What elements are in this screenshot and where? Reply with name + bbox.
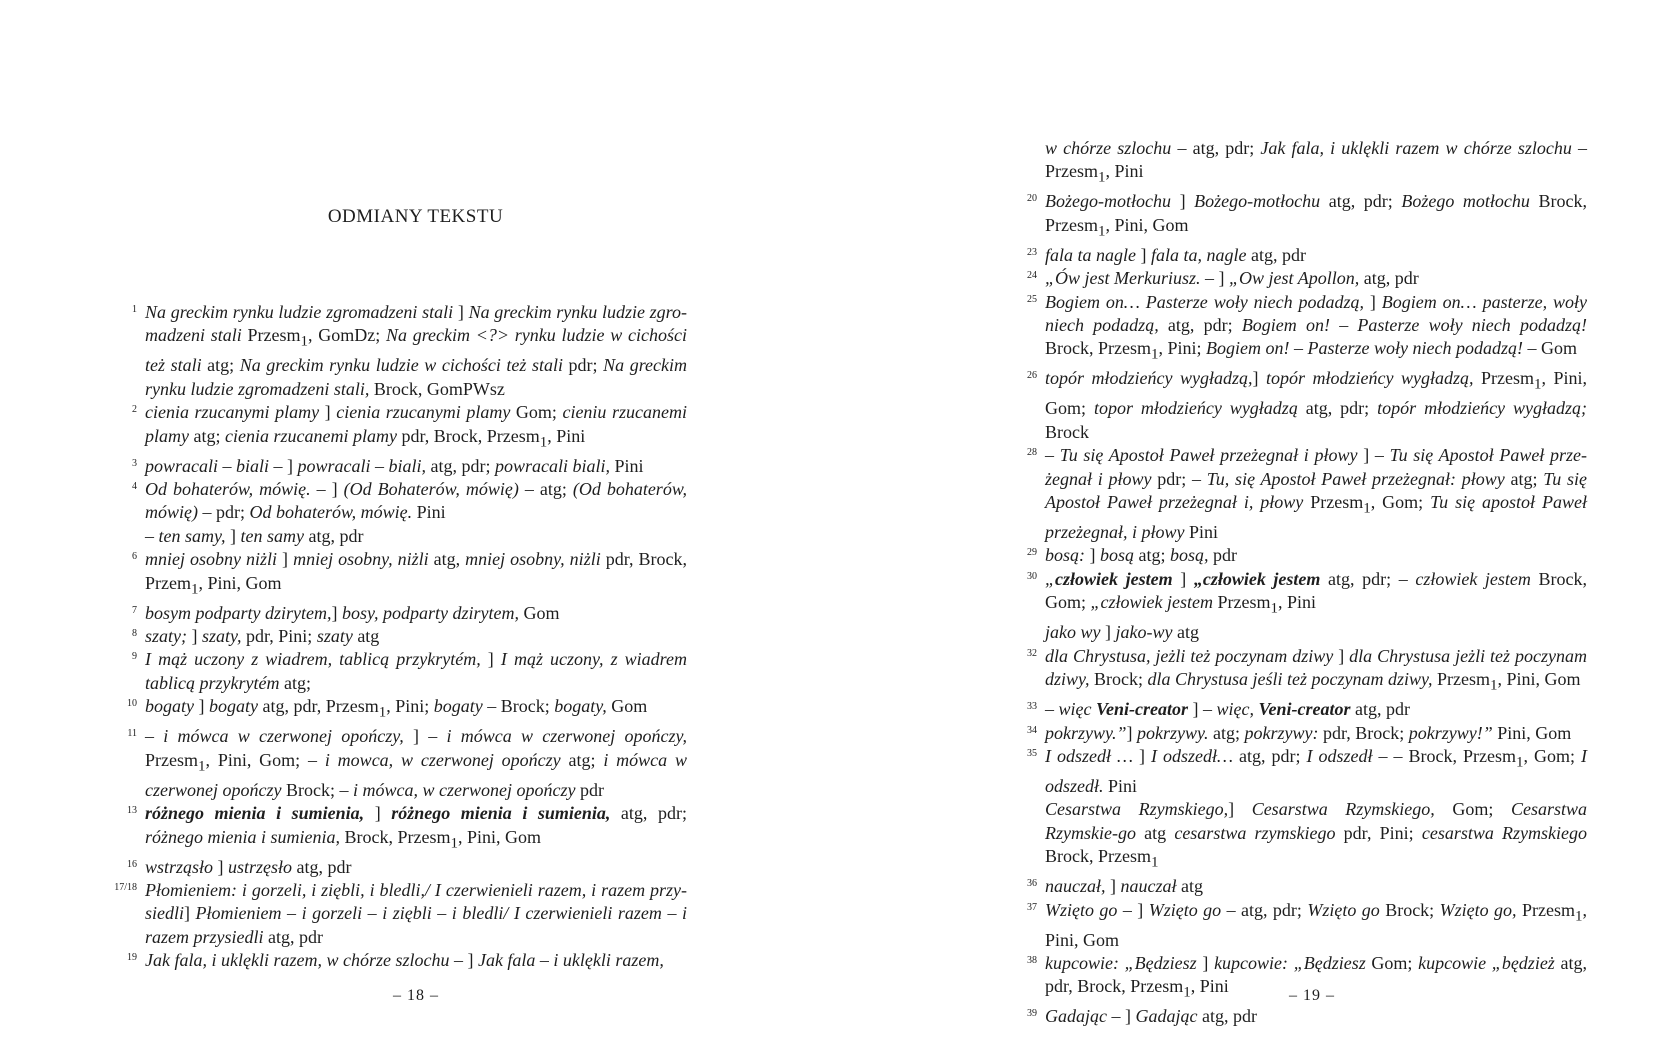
line-number: 17/18	[114, 881, 137, 893]
variant-entry	[1007, 899, 1587, 952]
variant-entry	[107, 525, 687, 548]
line-number: 20	[1027, 193, 1037, 205]
variant-entry	[1007, 745, 1587, 798]
variant-text: Od bohaterów, mówię. – ] (Od Bohaterów, mówię) – atg; (Od bohaterów, mówię) – pdr; Od bohaterów, mówię. Pini	[145, 479, 687, 523]
variant-entry	[1007, 444, 1587, 544]
variant-text: I mąż uczony z wiadrem, tablicą przykrytém, ] I mąż uczony, z wiadrem tablicą przykrytém atg;	[145, 649, 687, 693]
variant-entry	[107, 879, 687, 949]
variant-entry	[1007, 568, 1587, 621]
section-title: ODMIANY TEKSTU	[327, 206, 504, 227]
line-number: 6	[132, 551, 137, 563]
line-number: 25	[1027, 293, 1037, 305]
variant-text: Jak fala, i uklękli razem, w chórze szlochu – ] Jak fala – i uklękli razem,	[145, 950, 664, 971]
variant-text: Bożego-motłochu ] Bożego-motłochu atg, pdr; Bożego motłochu Brock, Przesm$_1$, Pini, Gom	[1045, 191, 1587, 240]
variant-text: Wzięto go – ] Wzięto go – atg, pdr; Wzięto go Brock; Wzięto go, Przesm$_1$, Pini, Gom	[1045, 899, 1587, 950]
variant-text: – ten samy, ] ten samy atg, pdr	[145, 525, 364, 546]
variant-text: w chórze szlochu – atg, pdr; Jak fala, i uklękli razem w chórze szlochu – Przesm$_1$, Pini	[1045, 138, 1587, 186]
variant-entry	[1007, 137, 1587, 190]
line-number: 23	[1027, 246, 1037, 258]
line-number: 33	[1027, 701, 1037, 713]
variant-text: powracali – biali – ] powracali – biali, atg, pdr; powracali biali, Pini	[145, 455, 644, 476]
variant-text: kupcowie: „Będziesz ] kupcowie: „Będziesz Gom; kupcowie „będzież atg, pdr, Brock, Przesm$_1$, Pini	[1045, 952, 1587, 1001]
line-number: 37	[1027, 901, 1037, 913]
line-number: 7	[132, 604, 137, 616]
variant-entry	[1007, 367, 1587, 444]
line-number: 32	[1027, 647, 1037, 659]
line-number: 36	[1027, 878, 1037, 890]
variant-entry	[1007, 244, 1587, 267]
variant-text: dla Chrystusa, jeżli też poczynam dziwy ] dla Chrystusa jeżli też poczynam dziwy, Brock; dla Chrystusa jeśli też poczynam dziwy, Przesm$_1$, Pini, Gom	[1045, 645, 1587, 694]
line-number: 28	[1027, 447, 1037, 459]
variant-text: szaty; ] szaty, pdr, Pini; szaty atg	[145, 626, 380, 647]
line-number: 38	[1027, 954, 1037, 966]
right-page	[831, 0, 1663, 1058]
variant-entry	[1007, 267, 1587, 290]
line-number: 24	[1027, 270, 1037, 282]
line-number: 11	[127, 728, 137, 740]
variant-text: – więc Veni-creator ] – więc, Veni-creator atg, pdr	[1045, 699, 1410, 720]
line-number: 1	[132, 304, 137, 315]
variant-text: Na greckim rynku ludzie zgromadzeni stali ] Na greckim rynku ludzie zgro-madzeni stali Przesm$_1$, GomDz; Na greckim <?> rynku ludzie w cichości też stali atg; Na greckim rynku ludzie w cichości też stali pdr; Na greckim rynku ludzie zgromadzeni stali, Brock, GomPWsz	[145, 302, 688, 399]
variant-text: Cesarstwa Rzymskiego,] Cesarstwa Rzymskiego, Gom; Cesarstwa Rzymskie-go atg cesarstwa rzymskiego pdr, Pini; cesarstwa Rzymskiego Brock, Przesm$_1$	[1045, 799, 1587, 871]
variant-text: nauczał, ] nauczał atg	[1045, 876, 1203, 897]
variant-entry	[107, 625, 687, 648]
variant-entry	[1007, 621, 1587, 644]
line-number: 4	[132, 481, 137, 493]
variant-text: wstrząsło ] ustrzęsło atg, pdr	[145, 856, 352, 877]
variant-entry	[1007, 190, 1587, 243]
variant-list-left	[107, 301, 687, 973]
line-number: 39	[1027, 1008, 1037, 1020]
line-number: 8	[132, 628, 137, 640]
variant-text: bosym podparty dzirytem,] bosy, podparty dzirytem, Gom	[145, 602, 560, 623]
variant-text: pokrzywy.”] pokrzywy. atg; pokrzywy: pdr, Brock; pokrzywy!” Pini, Gom	[1045, 722, 1572, 743]
variant-entry	[1007, 645, 1587, 698]
variant-text: I odszedł … ] I odszedł… atg, pdr; I odszedł – – Brock, Przesm$_1$, Gom; I odszedł. Pini	[1045, 745, 1587, 796]
variant-entry	[107, 478, 687, 525]
variant-entry	[1007, 1005, 1587, 1028]
line-number: 2	[132, 404, 137, 416]
variant-text: Płomieniem: i gorzeli, i ziębli, i bledli,/ I czerwienieli razem, i razem przy-siedli] Płomieniem – i gorzeli – i ziębli – i bledli/ I czerwienieli razem – i razem przysiedli atg, pdr	[145, 879, 687, 947]
variant-entry	[107, 548, 687, 601]
variant-entry	[1007, 875, 1587, 898]
line-number: 34	[1027, 724, 1037, 736]
line-number: 13	[127, 805, 137, 817]
variant-entry	[107, 455, 687, 478]
variant-entry	[107, 602, 687, 625]
variant-text: fala ta nagle ] fala ta, nagle atg, pdr	[1045, 244, 1306, 265]
variant-text: różnego mienia i sumienia, ] różnego mienia i sumienia, atg, pdr; różnego mienia i sumienia, Brock, Przesm$_1$, Pini, Gom	[145, 803, 687, 852]
line-number: 16	[127, 858, 137, 870]
line-number: 29	[1027, 547, 1037, 559]
variant-entry	[107, 725, 687, 802]
variant-entry	[107, 856, 687, 879]
variant-text: cienia rzucanymi plamy ] cienia rzucanymi plamy Gom; cieniu rzucanemi plamy atg; cienia rzucanemi plamy pdr, Brock, Przesm$_1$, Pini	[145, 402, 687, 451]
variant-entry	[1007, 798, 1587, 875]
variant-text: – Tu się Apostoł Paweł przeżegnał i płowy ] – Tu się Apostoł Paweł prze-żegnał i płowy pdr; – Tu, się Apostoł Paweł przeżegnał: płowy atg; Tu się Apostoł Paweł przeżegnał i, płowy Przesm$_1$, Gom; Tu się apostoł Paweł przeżegnał, i płowy Pini	[1045, 445, 1588, 543]
line-number: 30	[1027, 570, 1037, 582]
line-number: 19	[127, 952, 137, 964]
line-number: 9	[132, 651, 137, 663]
line-number: 3	[132, 457, 137, 469]
variant-entry	[1007, 698, 1587, 721]
variant-text: Gadając – ] Gadając atg, pdr	[1045, 1006, 1257, 1027]
variant-text: bosą: ] bosą atg; bosą, pdr	[1045, 545, 1238, 566]
variant-text: mniej osobny niżli ] mniej osobny, niżli atg, mniej osobny, niżli pdr, Brock, Przem$_1$, Pini, Gom	[145, 549, 688, 598]
variant-text: topór młodzieńcy wygładzą,] topór młodzieńcy wygładzą, Przesm$_1$, Pini, Gom; topor młodzieńcy wygładzą atg, pdr; topór młodzieńcy wygładzą; Brock	[1045, 368, 1588, 442]
variant-entry	[107, 802, 687, 855]
variant-text: jako wy ] jako-wy atg	[1045, 622, 1199, 643]
line-number: 10	[127, 698, 137, 710]
left-page	[0, 0, 831, 1058]
variant-entry	[107, 695, 687, 725]
variant-entry	[1007, 722, 1587, 745]
variant-text: – i mówca w czerwonej opończy, ] – i mówca w czerwonej opończy, Przesm$_1$, Pini, Gom; – i mowca, w czerwonej opończy atg; i mówca w czerwonej opończy Brock; – i mówca, w czerwonej opończy pdr	[145, 726, 687, 800]
variant-entry	[107, 401, 687, 454]
variant-entry	[1007, 291, 1587, 368]
variant-list-right	[1007, 137, 1587, 1029]
variant-entry	[107, 648, 687, 695]
variant-text: „człowiek jestem ] „człowiek jestem atg, pdr; – człowiek jestem Brock, Gom; „człowiek jestem Przesm$_1$, Pini	[1045, 568, 1588, 617]
line-number: 35	[1027, 747, 1037, 759]
variant-text: Bogiem on… Pasterze woły niech podadzą, ] Bogiem on… pasterze, woły niech podadzą, atg, pdr; Bogiem on! – Pasterze woły niech podadzą! Brock, Przesm$_1$, Pini; Bogiem on! – Pasterze woły niech podadzą! – Gom	[1045, 291, 1587, 364]
line-number: 26	[1027, 370, 1037, 382]
variant-text: „Ów jest Merkuriusz. – ] „Ow jest Apollon, atg, pdr	[1045, 268, 1419, 289]
page-number-right: – 19 –	[1289, 987, 1335, 1004]
variant-entry	[107, 301, 687, 401]
page-number-left: – 18 –	[393, 987, 439, 1004]
variant-text: bogaty ] bogaty atg, pdr, Przesm$_1$, Pini; bogaty – Brock; bogaty, Gom	[145, 696, 648, 721]
variant-entry	[1007, 544, 1587, 567]
variant-entry	[107, 949, 687, 972]
